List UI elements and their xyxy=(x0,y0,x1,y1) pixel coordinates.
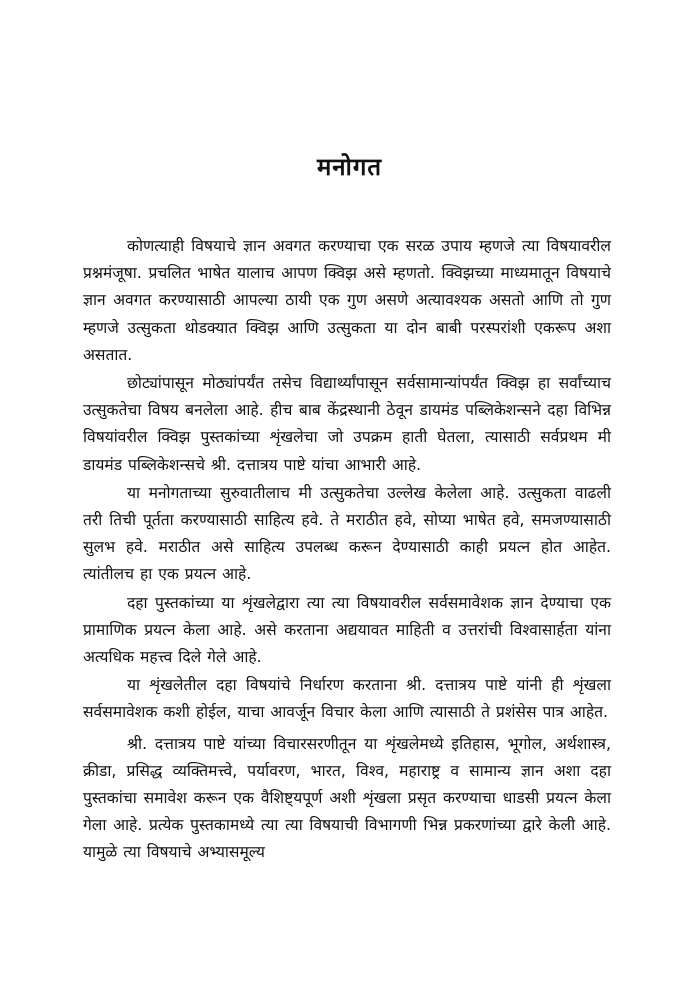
paragraph-6: श्री. दत्तात्रय पाष्टे यांच्या विचारसरणीतून या शृंखलेमध्ये इतिहास, भूगोल, अर्थशास्त्र, क्रीडा, प्रसिद्ध व्यक्तिमत्त्वे, पर्यावरण, भारत, विश्व, महाराष्ट्र व सामान्य ज्ञान अशा दहा पुस्तकांचा समावेश करून एक वैशिष्ट्यपूर्ण अशी शृंखला प्रसृत करण्याचा धाडसी प्रयत्न केला गेला आहे. प्रत्येक पुस्तकामध्ये त्या त्या विषयाची विभागणी भिन्न प्रकरणांच्या द्वारे केली आहे. यामुळे त्या विषयाचे अभ्यासमूल्य xyxy=(83,734,611,862)
paragraph-4: दहा पुस्तकांच्या या शृंखलेद्वारा त्या त्या विषयावरील सर्वसमावेशक ज्ञान देण्याचा एक प्रामाणिक प्रयत्न केला आहे. असे करताना अद्ययावत माहिती व उत्तरांची विश्वासार्हता यांना अत्यधिक महत्त्व दिले गेले आहे. xyxy=(83,593,611,667)
paragraph-2: छोट्यांपासून मोठ्यांपर्यंत तसेच विद्यार्थ्यांपासून सर्वसामान्यांपर्यंत क्विझ हा सर्वांच्याच उत्सुकतेचा विषय बनलेला आहे. हीच बाब केंद्रस्थानी ठेवून डायमंड पब्लिकेशन्सने दहा विभिन्न विषयांवरील क्विझ पुस्तकांच्या शृंखलेचा जो उपक्रम हाती घेतला, त्यासाठी सर्वप्रथम मी डायमंड पब्लिकेशन्सचे श्री. दत्तात्रय पाष्टे यांचा आभारी आहे. xyxy=(83,374,611,474)
body-text xyxy=(83,233,611,867)
paragraph-1: कोणत्याही विषयाचे ज्ञान अवगत करण्याचा एक सरळ उपाय म्हणजे त्या विषयावरील प्रश्नमंजूषा. प्रचलित भाषेत यालाच आपण क्विझ असे म्हणतो. क्विझच्या माध्यमातून विषयाचे ज्ञान अवगत करण्यासाठी आपल्या ठायी एक गुण असणे अत्यावश्यक असतो आणि तो गुण म्हणजे उत्सुकता थोडक्यात क्विझ आणि उत्सुकता या दोन बाबी परस्परांशी एकरूप अशा असतात. xyxy=(83,237,611,364)
paragraph-5: या शृंखलेतील दहा विषयांचे निर्धारण करताना श्री. दत्तात्रय पाष्टे यांनी ही शृंखला सर्वसमावेशक कशी होईल, याचा आवर्जून विचार केला आणि त्यासाठी ते प्रशंसेस पात्र आहेत. xyxy=(83,676,611,722)
page-title: मनोगत xyxy=(316,153,383,181)
paragraph-3: या मनोगताच्या सुरुवातीलाच मी उत्सुकतेचा उल्लेख केलेला आहे. उत्सुकता वाढली तरी तिची पूर्तता करण्यासाठी साहित्य हवे. ते मराठीत हवे, सोप्या भाषेत हवे, समजण्यासाठी सुलभ हवे. मराठीत असे साहित्य उपलब्ध करून देण्यासाठी काही प्रयत्न होत आहेत. त्यांतीलच हा एक प्रयत्न आहे. xyxy=(83,483,611,584)
